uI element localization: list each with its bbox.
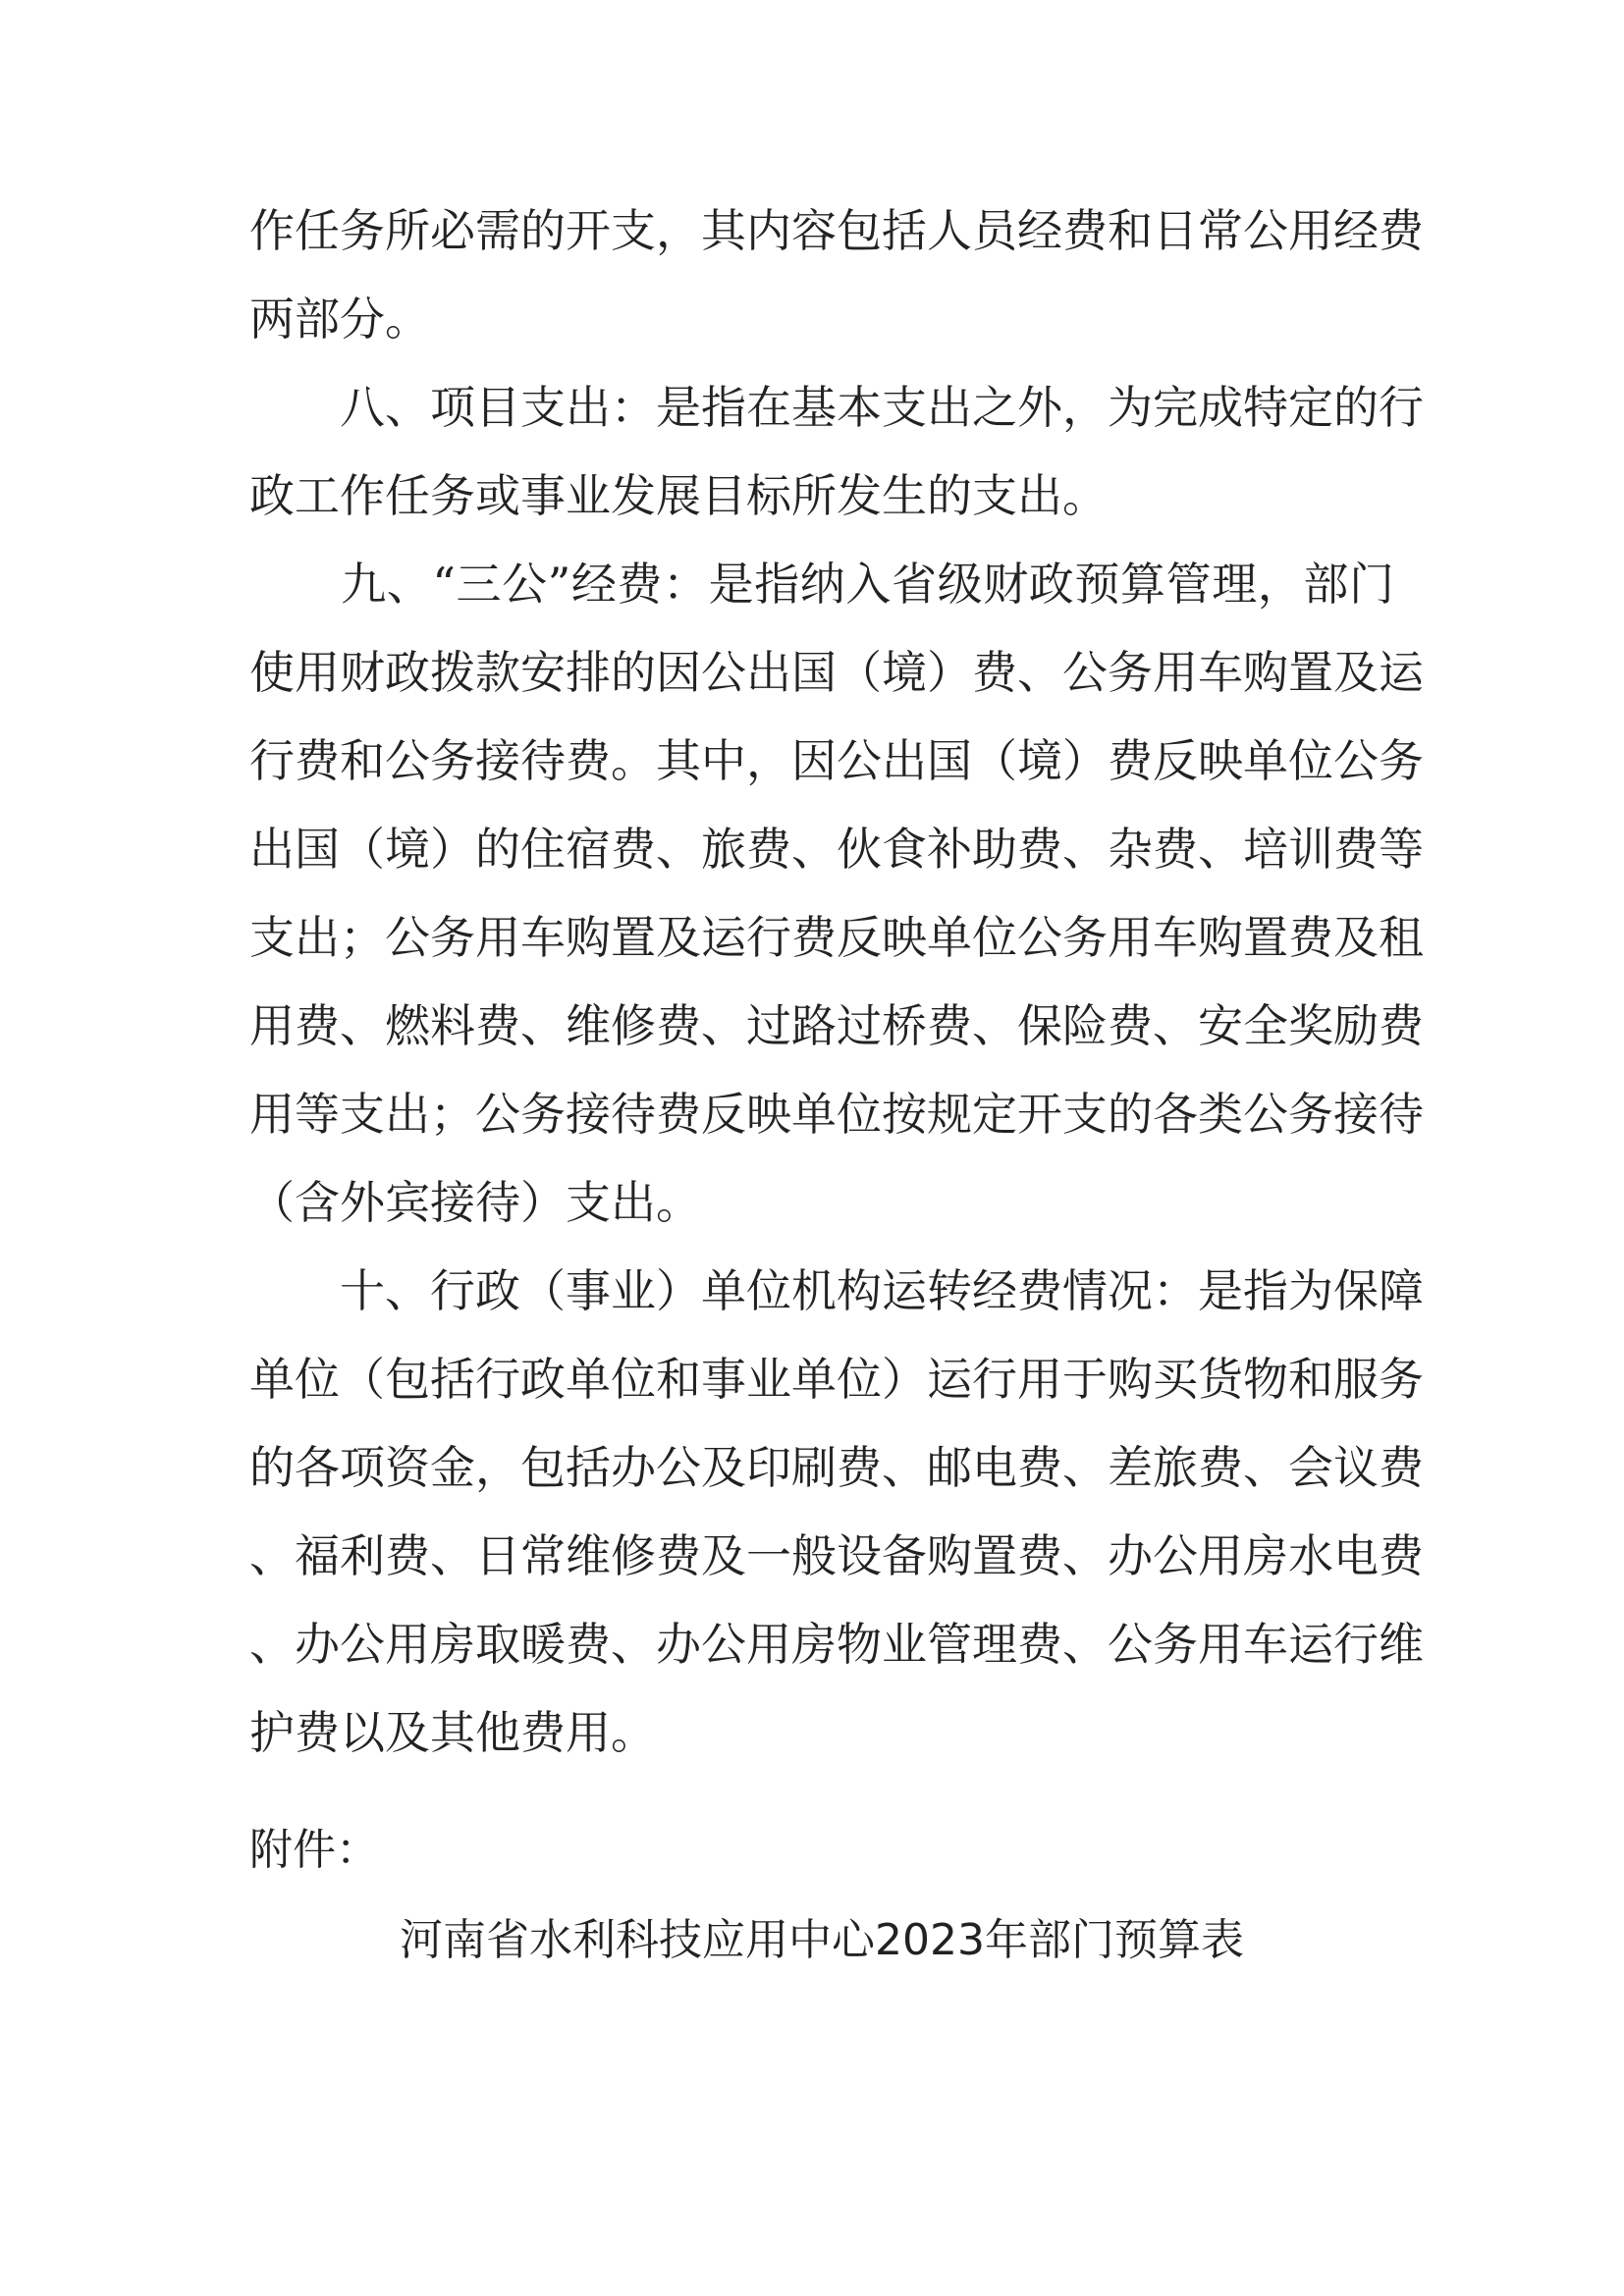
body-text-line: 出国（境）的住宿费、旅费、伙食补助费、杂费、培训费等 [249,823,1424,876]
body-text-line: 、办公用房取暖费、办公用房物业管理费、公务用车运行维 [249,1618,1424,1671]
body-text-line: 政工作任务或事业发展目标所发生的支出。 [249,469,1108,522]
body-text-line: 单位（包括行政单位和事业单位）运行用于购买货物和服务 [249,1353,1424,1406]
body-text-line: 两部分。 [249,293,430,346]
attachment-label: 附件： [249,1825,379,1875]
section-eight-line: 八、项目支出：是指在基本支出之外，为完成特定的行 [249,381,1424,434]
body-text-line: （含外宾接待）支出。 [249,1176,701,1229]
body-text-line: 、福利费、日常维修费及一般设备购置费、办公用房水电费 [249,1529,1424,1582]
section-nine-line: 九、“三公”经费：是指纳入省级财政预算管理，部门 [249,558,1394,611]
section-ten-line: 十、行政（事业）单位机构运转经费情况：是指为保障 [249,1264,1424,1317]
attachment-title: 河南省水利科技应用中心2023年部门预算表 [400,1915,1244,1965]
body-text-line: 行费和公务接待费。其中，因公出国（境）费反映单位公务 [249,734,1424,787]
body-text-line: 作任务所必需的开支，其内容包括人员经费和日常公用经费 [249,204,1424,257]
body-text-line: 护费以及其他费用。 [249,1706,656,1759]
body-text-line: 用费、燃料费、维修费、过路过桥费、保险费、安全奖励费 [249,999,1424,1052]
body-text-line: 使用财政拨款安排的因公出国（境）费、公务用车购置及运 [249,646,1424,699]
body-text-line: 的各项资金，包括办公及印刷费、邮电费、差旅费、会议费 [249,1441,1424,1494]
body-text-line: 用等支出；公务接待费反映单位按规定开支的各类公务接待 [249,1088,1424,1141]
body-text-line: 支出；公务用车购置及运行费反映单位公务用车购置费及租 [249,911,1424,964]
